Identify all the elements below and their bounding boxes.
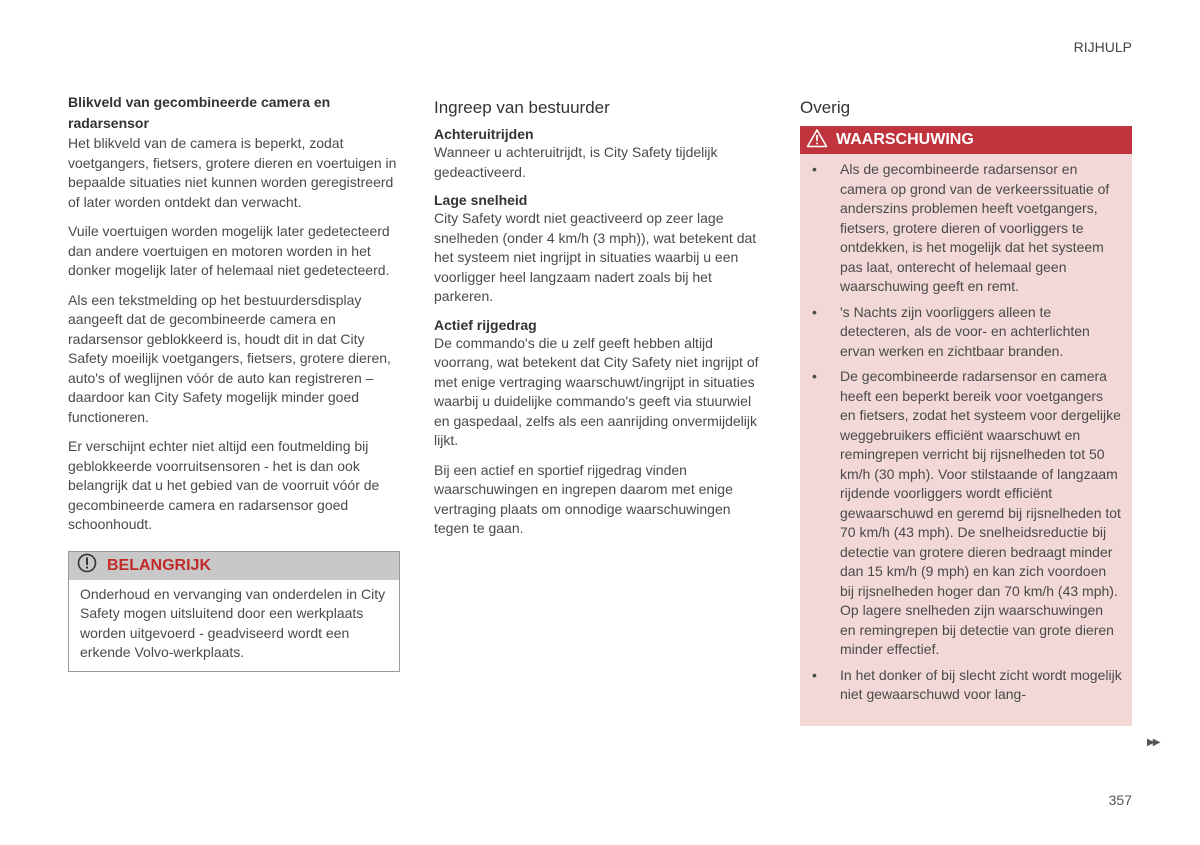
continue-arrows-icon: ▶▶ bbox=[1147, 737, 1159, 748]
driver-intervention-heading: Ingreep van bestuurder bbox=[434, 98, 610, 117]
other-heading: Overig bbox=[800, 98, 851, 117]
exclamation-circle-icon bbox=[77, 553, 97, 578]
bullet: • bbox=[812, 161, 817, 177]
paragraph: Bij een actief en sportief rijgedrag vinden waarschuwingen en ingrepen daarom met enige vertraging plaats om onnodige waarschuwingen tegen te gaan. bbox=[434, 461, 733, 536]
camera-radar-heading: Blikveld van gecombineerde camera en radarsensor bbox=[68, 94, 331, 131]
important-title: BELANGRIJK bbox=[107, 556, 212, 574]
warning-item-text: Als de gecombineerde radarsensor en camera op grond van de verkeerssituatie of anderszins problemen heeft voetgangers, fietsers, grotere dieren of voorliggers te ontdekken, is het mogelijk dat het systeem pas laat, onterecht of helemaal geen waarschuwing geeft en remt. bbox=[840, 161, 1110, 294]
warning-triangle-icon bbox=[806, 128, 828, 153]
paragraph: Het blikveld van de camera is beperkt, zodat voetgangers, fietsers, grotere dieren en voertuigen in bepaalde situaties niet kunnen worden geregistreerd of later worden ontdekt dan verwacht. bbox=[68, 135, 397, 210]
paragraph: Vuile voertuigen worden mogelijk later gedetecteerd dan andere voertuigen en motoren worden in het donker mogelijk later of helemaal niet gedetecteerd. bbox=[68, 223, 390, 278]
active-driving-text: De commando's die u zelf geeft hebben altijd voorrang, wat betekent dat City Safety niet ingrijpt of met enige vertraging waarschuwt/ingrijpt in situaties waarbij u duidelijke commando's geeft via stuurwiel en gaspedaal, zelfs als een aanrijding onvermijdelijk lijkt. bbox=[434, 334, 759, 448]
bullet: • bbox=[812, 666, 817, 683]
active-driving-subheading: Actief rijgedrag bbox=[434, 316, 537, 333]
list-item bbox=[810, 303, 1122, 362]
warning-item-text: 's Nachts zijn voorliggers alleen te detecteren, als de voor- en achterlichten ervan werken en zichtbaar branden. bbox=[840, 303, 1090, 359]
warning-box bbox=[800, 126, 1132, 726]
warning-header bbox=[800, 126, 1132, 154]
important-box bbox=[68, 551, 400, 672]
paragraph: Als een tekstmelding op het bestuurdersdisplay aangeeft dat de gecombineerde camera en radarsensor geblokkeerd is, houdt dit in dat City Safety moeilijk voetgangers, fietsers, grotere dieren, auto's of weglijnen vóór de auto kan registreren – daardoor kan City Safety mogelijk minder goed functioneren. bbox=[68, 291, 391, 425]
column-right bbox=[800, 92, 1132, 726]
warning-title: WAARSCHUWING bbox=[836, 131, 974, 148]
list-item bbox=[810, 160, 1122, 297]
warning-body bbox=[800, 154, 1132, 726]
bullet: • bbox=[812, 368, 817, 384]
page-number: 357 bbox=[1108, 792, 1132, 808]
important-header bbox=[69, 552, 399, 580]
list-item bbox=[810, 367, 1122, 660]
warning-item-text: De gecombineerde radarsensor en camera heeft een beperkt bereik voor voetgangers en fietsers, zodat het systeem voor dergelijke weggebruikers efficiënt waarschuwt en remingrepen verricht bij rijsnelheden tot 50 km/h (30 mph). Voor stilstaande of langzaam rijdende voorliggers wordt efficiënt gewaarschuwd en geremd bij rijsnelheden tot 70 km/h (43 mph). De snelheidsreductie bij detectie van grotere dieren bedraagt minder dan 15 km/h (9 mph) en kan zich voordoen bij rijsnelheden hoger dan 70 km/h (43 mph). Op lagere snelheden zijn waarschuwingen en remingrepen bij detectie van grote dieren minder effectief. bbox=[840, 368, 1121, 657]
reversing-text: Wanneer u achteruitrijdt, is City Safety tijdelijk gedeactiveerd. bbox=[434, 144, 718, 180]
column-middle bbox=[434, 92, 766, 549]
important-text: Onderhoud en vervanging van onderdelen in City Safety mogen uitsluitend door een werkplaats worden uitgevoerd - geadviseerd wordt een erkende Volvo-werkplaats. bbox=[80, 585, 386, 660]
reversing-subheading: Achteruitrijden bbox=[434, 126, 534, 142]
bullet: • bbox=[812, 303, 817, 320]
warning-list bbox=[810, 160, 1122, 705]
column-left bbox=[68, 92, 400, 672]
low-speed-text: City Safety wordt niet geactiveerd op zeer lage snelheden (onder 4 km/h (3 mph)), wat betekent dat het systeem niet ingrijpt in situaties waarbij u een voorligger heel langzaam nadert zoals bij het parkeren. bbox=[434, 210, 757, 304]
section-header: RIJHULP bbox=[1073, 39, 1132, 55]
warning-item-text: In het donker of bij slecht zicht wordt mogelijk niet gewaarschuwd voor lang- bbox=[840, 666, 1122, 702]
list-item bbox=[810, 666, 1122, 705]
low-speed-subheading: Lage snelheid bbox=[434, 192, 528, 208]
paragraph: Er verschijnt echter niet altijd een foutmelding bij geblokkeerde voorruitsensoren - het is dan ook belangrijk dat u het gebied van de voorruit vóór de gecombineerde camera en radarsensor goed schoonhoudt. bbox=[68, 438, 380, 532]
